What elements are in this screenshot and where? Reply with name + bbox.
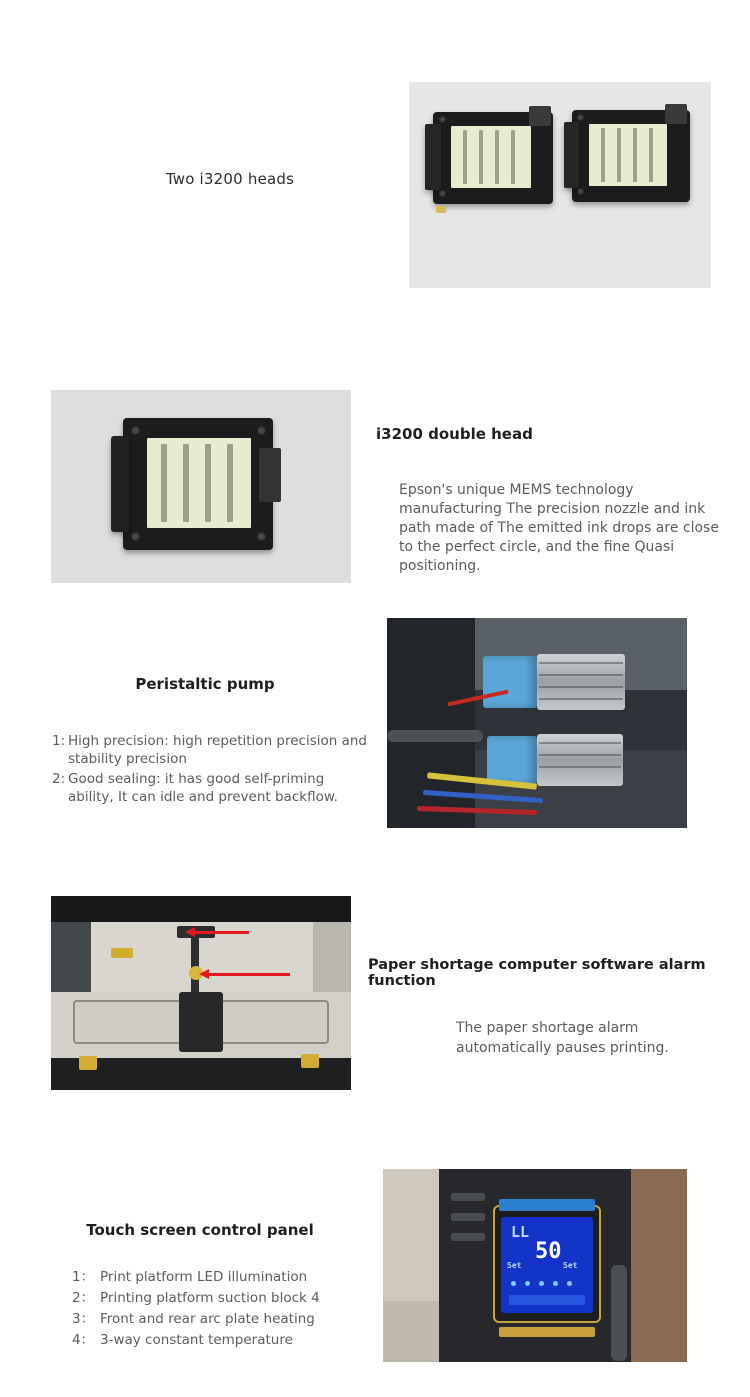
vent-slot: [451, 1193, 485, 1201]
nozzle-stripe: [633, 128, 637, 182]
peristaltic-pump-list: [52, 732, 372, 808]
touch-screen-list: [72, 1267, 372, 1351]
list-item: [52, 732, 372, 768]
printhead-side: [111, 436, 129, 532]
list-item: [72, 1267, 372, 1288]
nozzle-stripe: [617, 128, 621, 182]
lcd-value-top: LL: [511, 1223, 530, 1241]
printhead-connector: [259, 448, 281, 502]
lcd-value-main: 50: [535, 1239, 562, 1264]
list-item: [72, 1309, 372, 1330]
list-item-number: 4：: [72, 1332, 95, 1348]
pump-motor-ring: [539, 742, 621, 744]
panel-indicator-bar: [499, 1199, 595, 1211]
printhead-side: [425, 124, 441, 190]
status-dot: [511, 1281, 516, 1286]
panel-bottom-trim: [499, 1327, 595, 1337]
nozzle-stripe: [601, 128, 605, 182]
platform-clip: [301, 1054, 319, 1068]
list-item-text: Good sealing: it has good self-priming ability, It can idle and prevent backflow.: [68, 771, 338, 805]
printhead-screw: [439, 190, 446, 197]
printhead-screw: [131, 532, 140, 541]
pump-head: [483, 656, 537, 708]
roller-left: [73, 1000, 191, 1044]
lcd-label-right: Set: [563, 1261, 578, 1270]
roller-right: [209, 1000, 329, 1044]
list-item-number: 3：: [72, 1311, 95, 1327]
pump-motor-ring: [539, 674, 623, 676]
printhead-tab: [529, 106, 551, 126]
platform-right-rail: [313, 922, 351, 992]
ink-tube: [387, 730, 483, 742]
lcd-screen[interactable]: [501, 1217, 593, 1313]
list-item-text: High precision: high repetition precision and stability precision: [68, 733, 368, 767]
two-i3200-heads-photo: [409, 82, 711, 288]
nozzle-stripe: [649, 128, 653, 182]
peristaltic-pump-photo: [387, 618, 687, 828]
list-item-text: 3-way constant temperature: [100, 1332, 293, 1348]
platform-clip: [79, 1056, 97, 1070]
touch-screen-photo: [383, 1169, 687, 1362]
double-head-body: Epson's unique MEMS technology manufacturing The precision nozzle and ink path made of The emitted ink drops are close to the perfect circle, and the fine Quasi positioning.: [399, 482, 719, 574]
list-item-text: Print platform LED illumination: [100, 1269, 308, 1285]
status-dot: [553, 1281, 558, 1286]
printhead-contact: [436, 206, 446, 213]
pump-motor-ring: [539, 754, 621, 756]
nozzle-stripe: [479, 130, 483, 184]
lcd-bottom-bar: [509, 1295, 585, 1305]
list-item: [72, 1330, 372, 1351]
pump-motor-ring: [539, 698, 623, 700]
printhead-side: [564, 122, 579, 188]
printhead-screw: [131, 426, 140, 435]
machine-top-frame: [51, 896, 351, 922]
paper-shortage-body: The paper shortage alarm automatically pauses printing.: [456, 1020, 669, 1056]
annotation-arrow-sensor: [208, 973, 290, 976]
list-item: [52, 770, 372, 806]
list-item-text: Front and rear arc plate heating: [100, 1311, 315, 1327]
printhead-screw: [257, 426, 266, 435]
platform-left-rail: [51, 922, 91, 992]
printhead-screw: [439, 116, 446, 123]
paper-shortage-photo: [51, 896, 351, 1090]
pump-motor-ring: [539, 662, 623, 664]
wooden-panel: [631, 1169, 687, 1362]
pump-motor-ring: [539, 686, 623, 688]
double-head-title: i3200 double head: [376, 425, 533, 443]
two-heads-title: Two i3200 heads: [165, 170, 295, 188]
nozzle-stripe: [511, 130, 515, 184]
platform-clip: [111, 948, 133, 958]
nozzle-stripe: [205, 444, 211, 522]
pump-head: [487, 736, 537, 784]
nozzle-stripe: [161, 444, 167, 522]
paper-shortage-title: Paper shortage computer software alarm function: [368, 957, 706, 989]
nozzle-stripe: [227, 444, 233, 522]
status-dot: [525, 1281, 530, 1286]
list-item-number: 2:: [52, 771, 66, 787]
vent-slot: [451, 1213, 485, 1221]
nozzle-stripe: [495, 130, 499, 184]
list-item-number: 1：: [72, 1269, 95, 1285]
list-item: [72, 1288, 372, 1309]
touch-screen-title: Touch screen control panel: [86, 1221, 314, 1239]
nozzle-stripe: [463, 130, 467, 184]
status-dot: [539, 1281, 544, 1286]
sensor-rod: [191, 936, 199, 992]
printhead-tab: [665, 104, 687, 124]
cable: [611, 1265, 627, 1361]
lcd-label-left: Set: [507, 1261, 522, 1270]
annotation-arrow-top: [194, 931, 249, 934]
list-item-number: 2：: [72, 1290, 95, 1306]
list-item-text: Printing platform suction block 4: [100, 1290, 320, 1306]
printhead-screw: [577, 114, 584, 121]
pump-motor-ring: [539, 766, 621, 768]
roller-center-mount: [179, 992, 223, 1052]
printhead-screw: [257, 532, 266, 541]
list-item-number: 1:: [52, 733, 66, 749]
printhead-screw: [577, 188, 584, 195]
nozzle-stripe: [183, 444, 189, 522]
vent-slot: [451, 1233, 485, 1241]
peristaltic-pump-title: Peristaltic pump: [135, 675, 275, 693]
i3200-double-head-photo: [51, 390, 351, 583]
status-dot: [567, 1281, 572, 1286]
